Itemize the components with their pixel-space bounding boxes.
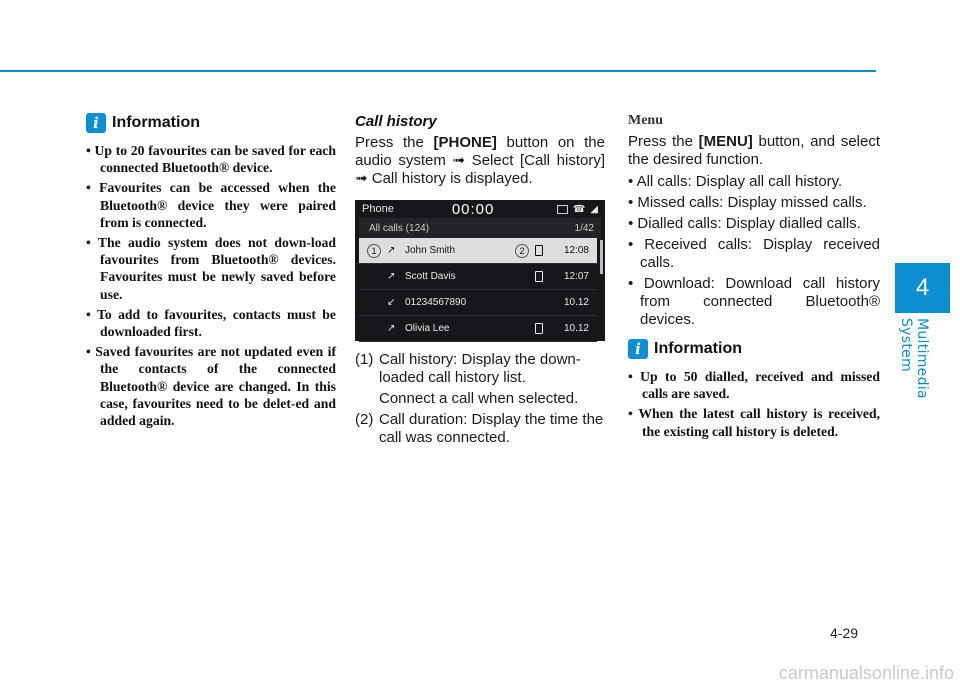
column-right [628, 107, 880, 443]
mobile-phone-icon [535, 271, 543, 282]
chapter-tab: 4 [895, 263, 950, 313]
caller-name: Olivia Lee [405, 323, 450, 334]
list-item: • Missed calls: Display missed calls. [628, 194, 867, 211]
list-item: (1) Call history: Display the down-loaded call history list. Connect a call when selected. [355, 351, 581, 407]
info-block [628, 337, 880, 440]
page-indicator: 1/42 [574, 222, 594, 234]
app-title: Phone [362, 203, 394, 215]
section-title: Call history [355, 113, 437, 130]
information-icon: i [86, 113, 106, 133]
scrollbar[interactable] [600, 240, 603, 274]
list-title: All calls (124) [369, 222, 430, 234]
mobile-phone-icon [535, 245, 543, 256]
column-middle [355, 107, 605, 450]
call-time: 10.12 [563, 323, 589, 334]
list-item: • The audio system does not down-load favourites from Bluetooth® devices. Favourites must be newly saved before use. [86, 235, 337, 302]
call-row[interactable] [359, 264, 597, 290]
bluetooth-phone-icon: ☎ [572, 203, 586, 215]
chapter-title: Multimedia System [898, 318, 930, 399]
battery-icon [557, 205, 568, 214]
favourites-info-list [86, 142, 336, 429]
information-icon: i [628, 339, 648, 359]
caller-name: John Smith [405, 245, 456, 256]
list-item: • Up to 20 favourites can be saved for each connected Bluetooth® device. [86, 143, 336, 176]
menu-title: Menu [628, 113, 663, 128]
column-left [86, 107, 336, 432]
call-time: 10.12 [563, 297, 589, 308]
menu-intro: Press the [MENU] button, and select the desired function. [628, 133, 880, 168]
list-header [359, 218, 601, 238]
callout-marker-1: 1 [367, 244, 381, 258]
callout-marker-2: 2 [515, 244, 529, 258]
list-item: • Saved favourites are not updated even if the contacts of the connected Bluetooth® device are changed. In this case, favourites need to be delet-ed and added again. [86, 344, 337, 429]
outgoing-call-icon: ↗ [387, 323, 396, 334]
info-title: Information [112, 114, 200, 131]
list-item: • Download: Download call history from connected Bluetooth® devices. [628, 275, 880, 328]
outgoing-call-icon: ↗ [387, 271, 396, 282]
list-item: • To add to favourites, contacts must be downloaded first. [86, 306, 336, 340]
info-header [628, 337, 880, 361]
list-item: (2) Call duration: Display the time the call was connected. [355, 411, 604, 446]
menu-function-list [628, 173, 880, 329]
list-item: • All calls: Display all call history. [628, 173, 843, 190]
info-title: Information [654, 340, 742, 357]
caller-name: 01234567890 [405, 297, 467, 308]
call-row[interactable] [359, 290, 597, 316]
call-row[interactable] [359, 316, 597, 342]
info-header [86, 111, 336, 135]
mobile-phone-icon [535, 323, 543, 334]
list-item: • Dialled calls: Display dialled calls. [628, 215, 861, 232]
list-item: • Favourites can be accessed when the Bluetooth® device they were paired from is connected. [86, 180, 336, 230]
missed-call-icon: ↙ [387, 297, 396, 308]
call-time: 12:07 [563, 271, 589, 282]
signal-icon: ◢ [590, 203, 598, 215]
watermark: carmanualsonline.info [778, 663, 954, 683]
list-item: • When the latest call history is received, the existing call history is deleted. [628, 406, 880, 439]
list-item: • Received calls: Display received calls. [628, 236, 881, 271]
call-row[interactable] [359, 238, 597, 264]
page-number: 4-29 [830, 625, 859, 641]
list-item: • Up to 50 dialled, received and missed calls are saved. [628, 369, 880, 402]
outgoing-call-icon: ↗ [387, 245, 396, 256]
call-time: 12:08 [563, 245, 589, 256]
call-history-info-list [628, 368, 880, 440]
call-history-intro: Press the [PHONE] button on the audio system ➟ Select [Call history] ➟ Call history is displayed. [355, 134, 605, 187]
status-icons [557, 204, 598, 215]
clock: 00:00 [451, 200, 495, 218]
callout-descriptions [355, 351, 605, 447]
caller-name: Scott Davis [405, 271, 456, 282]
top-rule [0, 70, 876, 72]
screen-header [355, 200, 605, 218]
call-history-screen [355, 200, 605, 341]
